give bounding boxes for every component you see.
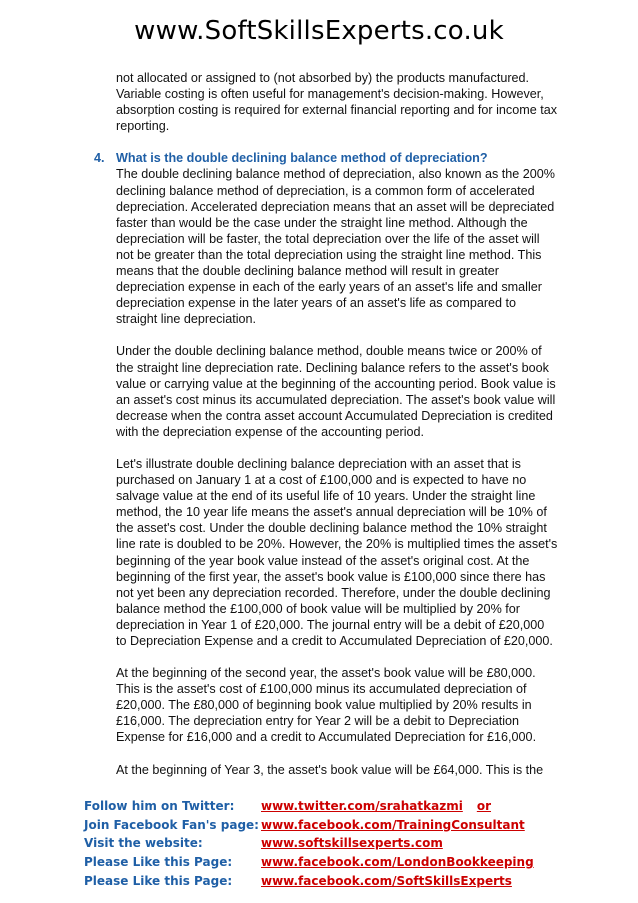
site-header: www.SoftSkillsExperts.co.uk: [134, 16, 504, 46]
paragraph-3: Let's illustrate double declining balance depreciation with an asset that is purchased on January 1 at a cost of £100,000 and is expected to have no salvage value at the end of its useful life of 10 years. Under the straight line method, the 10 year life means the asset's annual depreciation will be 10% of the asset's cost. Under the double declining balance method the 10% straight line rate is doubled to be 20%. However, the 20% is multiplied times the asset's beginning of the year book value instead of the asset's original cost. At the beginning of the first year, the asset's book value is £100,000 since there has not yet been any depreciation recorded. Therefore, under the double declining balance method the £100,000 of book value will be multiplied by 20% for depreciation in Year 1 of £20,000. The journal entry will be a debit of £20,000 to Depreciation Expense and a credit to Accumulated Depreciation of £20,000.: [116, 456, 558, 648]
paragraph-4: At the beginning of the second year, the asset's book value will be £80,000. This is the asset's cost of £100,000 minus its accumulated depreciation of £20,000. The £80,000 of beginning book value multiplied by 20% results in £16,000. The depreciation entry for Year 2 will be a debit to Depreciation Expense for £16,000 and a credit to Accumulated Depreciation for £16,000.: [116, 666, 537, 745]
footer-label: Join Facebook Fan's page:: [84, 817, 259, 832]
paragraph-5: At the beginning of Year 3, the asset's book value will be £64,000. This is the: [116, 762, 544, 777]
footer-row-website: [84, 834, 624, 853]
facebook-london-bookkeeping-link[interactable]: www.facebook.com/LondonBookkeeping: [261, 855, 534, 870]
footer-label: Please Like this Page:: [84, 873, 233, 888]
footer-or-text: or: [476, 799, 491, 813]
question-number: 4.: [94, 151, 105, 166]
facebook-training-link[interactable]: www.facebook.com/TrainingConsultant: [261, 817, 525, 832]
footer-links: [84, 797, 624, 890]
footer-row-like-1: [84, 853, 624, 872]
question-heading: [94, 150, 558, 166]
twitter-link[interactable]: www.twitter.com/srahatkazmi or: [261, 799, 491, 813]
facebook-softskills-link[interactable]: www.facebook.com/SoftSkillsExperts: [261, 873, 512, 888]
question-title: What is the double declining balance method of depreciation?: [116, 151, 488, 166]
footer-label: Visit the website:: [84, 836, 203, 851]
footer-row-twitter: [84, 797, 624, 816]
footer-label: Please Like this Page:: [84, 855, 233, 870]
footer-label: Follow him on Twitter:: [84, 799, 235, 813]
intro-paragraph: not allocated or assigned to (not absorbed by) the products manufactured. Variable costing is often useful for management's decision-making. However, absorption costing is required for external financial reporting and for income tax reporting.: [116, 71, 558, 134]
paragraph-2: Under the double declining balance method, double means twice or 200% of the straight line depreciation rate. Declining balance refers to the asset's book value or carrying value at the beginning of the accounting period. Book value is an asset's cost minus its accumulated depreciation. The asset's book value will decrease when the contra asset account Accumulated Depreciation is credited with the depreciation expense of the accounting period.: [116, 344, 556, 439]
document-body: [94, 70, 558, 778]
paragraph-1: The double declining balance method of depreciation, also known as the 200% declining balance method of depreciation, is a common form of accelerated depreciation. Accelerated depreciation means that an asset will be depreciated faster than would be the case under the straight line method. Although the depreciation will be faster, the total depreciation over the life of the asset will not be greater than the total depreciation using the straight line method. This means that the double declining balance method will result in greater depreciation expense in each of the early years of an asset's life and smaller depreciation expense in the later years of an asset's life as compared to straight line depreciation.: [116, 167, 555, 327]
footer-row-like-2: [84, 872, 624, 891]
website-link[interactable]: www.softskillsexperts.com: [261, 836, 443, 851]
footer-row-facebook-fan: [84, 816, 624, 835]
